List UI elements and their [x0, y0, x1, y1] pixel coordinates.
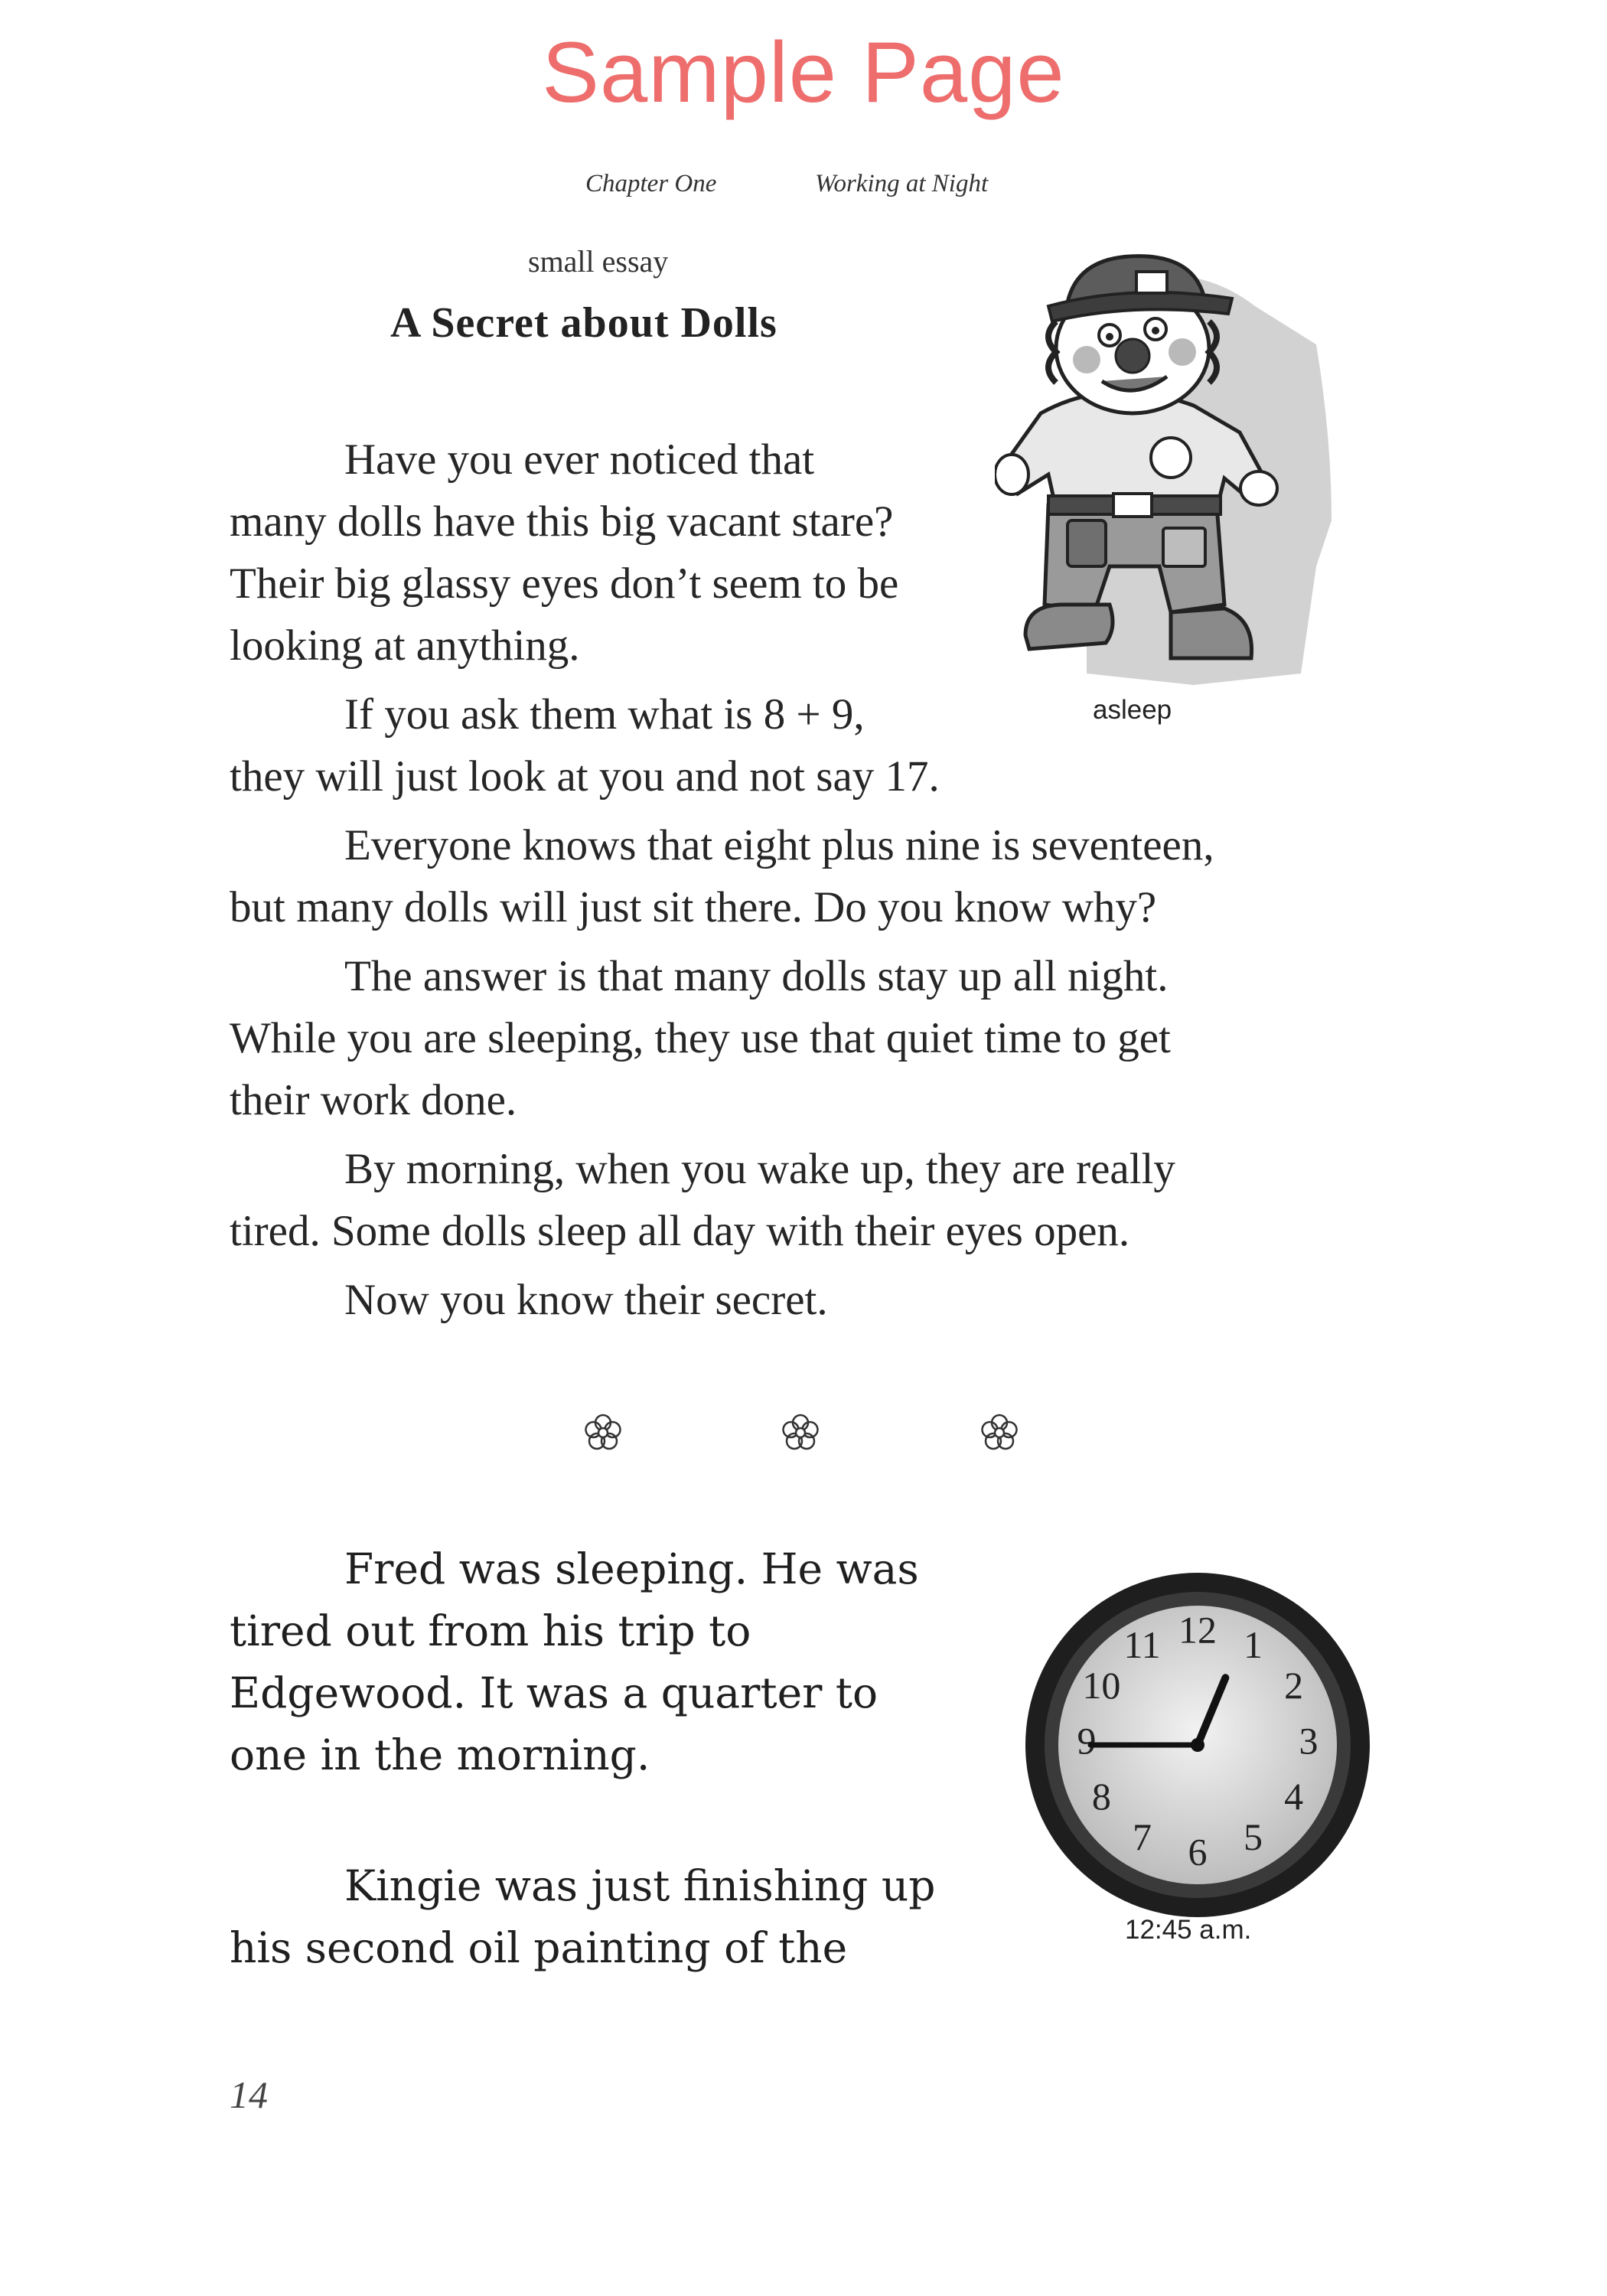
essay-kicker: small essay: [528, 244, 669, 279]
doll-illustration: [995, 245, 1354, 696]
text-line: but many dolls will just sit there. Do you know why?: [230, 883, 1157, 931]
essay-paragraph: [230, 814, 1214, 938]
clock-numeral: 6: [1188, 1830, 1208, 1874]
essay-title: A Secret about Dolls: [390, 299, 777, 347]
text-line: The answer is that many dolls stay up all night.: [344, 952, 1169, 1000]
clock-numeral: 11: [1123, 1623, 1161, 1666]
wall-clock-illustration: [1022, 1569, 1374, 1921]
flower-ornament-icon: [980, 1413, 1019, 1453]
clock-caption: 12:45 a.m.: [1125, 1915, 1252, 1945]
clock-numeral: 2: [1284, 1663, 1304, 1707]
clock-numeral: 4: [1284, 1774, 1304, 1818]
text-line: Fred was sleeping. He was: [344, 1544, 919, 1593]
text-line: Have you ever noticed that: [344, 435, 815, 484]
text-line: Edgewood. It was a quarter to: [230, 1668, 878, 1717]
text-line: they will just look at you and not say 17.: [230, 752, 940, 801]
clock-numeral: 7: [1133, 1815, 1152, 1859]
text-line: his second oil painting of the: [230, 1923, 848, 1972]
text-line: If you ask them what is 8 + 9,: [344, 690, 865, 739]
text-line: Their big glassy eyes don’t seem to be: [230, 559, 899, 608]
text-line: Kingie was just finishing up: [344, 1861, 936, 1910]
clock-numeral: 8: [1091, 1774, 1111, 1818]
page-number: 14: [230, 2073, 268, 2116]
text-line: many dolls have this big vacant stare?: [230, 497, 894, 546]
flower-ornament-icon: [781, 1413, 820, 1453]
sample-page-watermark: Sample Page: [542, 24, 1065, 120]
text-line: By morning, when you wake up, they are really: [344, 1145, 1175, 1193]
text-line: Now you know their secret.: [344, 1276, 828, 1324]
clock-numeral: 1: [1244, 1623, 1263, 1666]
section-label: Working at Night: [815, 170, 989, 197]
text-line: their work done.: [230, 1076, 517, 1124]
text-line: Everyone knows that eight plus nine is seventeen,: [344, 821, 1214, 869]
clock-numeral: 3: [1299, 1719, 1319, 1763]
text-line: While you are sleeping, they use that quiet time to get: [230, 1014, 1171, 1062]
clock-numeral: 12: [1178, 1608, 1217, 1652]
essay-paragraph: [230, 683, 1214, 807]
text-line: looking at anything.: [230, 621, 580, 670]
flower-ornament-icon: [583, 1413, 623, 1453]
essay-paragraph: [230, 945, 1214, 1131]
doll-caption: asleep: [1093, 695, 1172, 725]
chapter-label: Chapter One: [585, 170, 717, 197]
clock-numeral: 9: [1077, 1719, 1097, 1763]
text-line: one in the morning.: [230, 1730, 650, 1779]
story-body: [230, 1538, 935, 1979]
text-line: tired out from his trip to: [230, 1606, 751, 1655]
clock-numeral: 10: [1082, 1663, 1121, 1707]
clock-numeral: 5: [1244, 1815, 1263, 1859]
essay-paragraph: [230, 1138, 1214, 1262]
story-paragraph: [230, 1855, 935, 1979]
text-line: tired. Some dolls sleep all day with their eyes open.: [230, 1207, 1130, 1255]
essay-paragraph: [230, 1269, 1214, 1331]
story-paragraph: [230, 1538, 935, 1786]
